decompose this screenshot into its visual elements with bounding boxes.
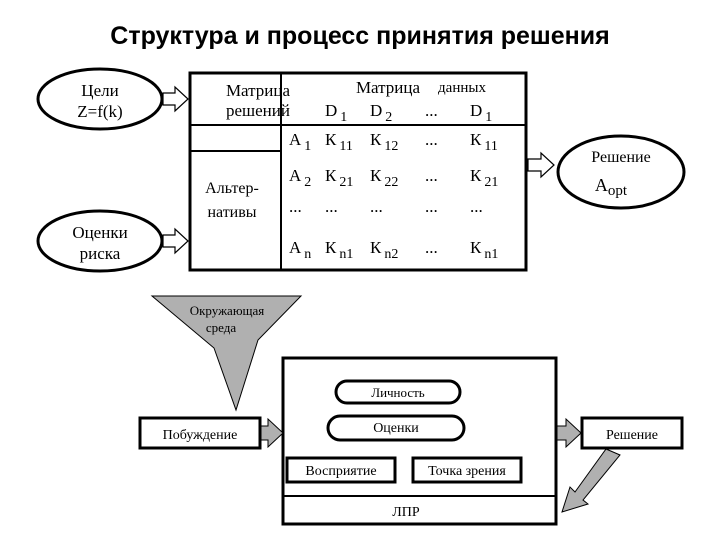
matrix-col-header: D $_1$ [470, 101, 493, 125]
goals-label-2: Z=f(k) [77, 102, 123, 121]
data-matrix-label-2: данных [438, 80, 486, 96]
motivation-label: Побуждение [162, 428, 238, 443]
matrix-cell: К $_{12}$ [370, 130, 399, 154]
matrix-row-label: А $_n$ [289, 238, 312, 262]
decision-top-label-2: $A_{opt}$ [594, 175, 628, 199]
dm-label: ЛПР [392, 505, 420, 520]
motivation-arrow [261, 419, 283, 447]
matrix-cell: К $_{21}$ [325, 166, 354, 190]
matrix-col-header: D $_1$ [325, 101, 348, 125]
risk-node [38, 211, 162, 271]
goals-node [38, 69, 162, 129]
environment-label-1: Окружающая [189, 303, 265, 318]
matrix-cell: К $_{n1}$ [470, 238, 499, 262]
matrix-cell: К $_{11}$ [470, 130, 498, 154]
matrix-cell: К $_{n1}$ [325, 238, 354, 262]
assessments-label: Оценки [373, 421, 419, 436]
matrix-row-label: ... [289, 197, 302, 216]
matrix-cell: ... [425, 197, 438, 216]
alternatives-label-1: Альтер- [205, 180, 259, 197]
matrix-col-header: ... [425, 101, 438, 120]
risk-label-2: риска [79, 244, 121, 263]
matrix-cell: К $_{11}$ [325, 130, 353, 154]
decisions-label-1: Матрица [225, 81, 291, 100]
decisions-label-2: решений [226, 101, 290, 120]
feedback-arrow [562, 449, 620, 512]
matrix-cell: К $_{n2}$ [370, 238, 399, 262]
decision-top-node [558, 136, 684, 208]
goals-label-1: Цели [81, 81, 119, 100]
decision-bottom-label: Решение [605, 428, 659, 443]
risk-arrow [163, 229, 188, 253]
viewpoint-label: Точка зрения [428, 464, 506, 479]
page-title: Структура и процесс принятия решения [110, 22, 610, 50]
matrix-cell: ... [370, 197, 383, 216]
matrix-cell: ... [425, 238, 438, 257]
matrix-cell: К $_{22}$ [370, 166, 399, 190]
decision-matrix [190, 73, 526, 270]
perception-label: Восприятие [305, 464, 377, 479]
matrix-cell: К $_{21}$ [470, 166, 499, 190]
environment-funnel [152, 296, 301, 410]
matrix-cell: ... [470, 197, 483, 216]
decision-top-label-1: Решение [591, 149, 651, 166]
matrix-col-header: D $_2$ [370, 101, 393, 125]
matrix-row-label: А $_2$ [289, 166, 312, 190]
goals-arrow [163, 87, 188, 111]
alternatives-label-2: нативы [207, 204, 257, 221]
matrix-cell: ... [325, 197, 338, 216]
decision-arrow [528, 153, 554, 177]
output-arrow [557, 419, 581, 447]
matrix-row-label: А $_1$ [289, 130, 312, 154]
risk-label-1: Оценки [72, 223, 128, 242]
data-matrix-label-1: Матрица [355, 78, 421, 97]
personality-label: Личность [371, 385, 425, 400]
matrix-cell: ... [425, 166, 438, 185]
matrix-cell: ... [425, 130, 438, 149]
environment-label-2: среда [205, 320, 237, 335]
